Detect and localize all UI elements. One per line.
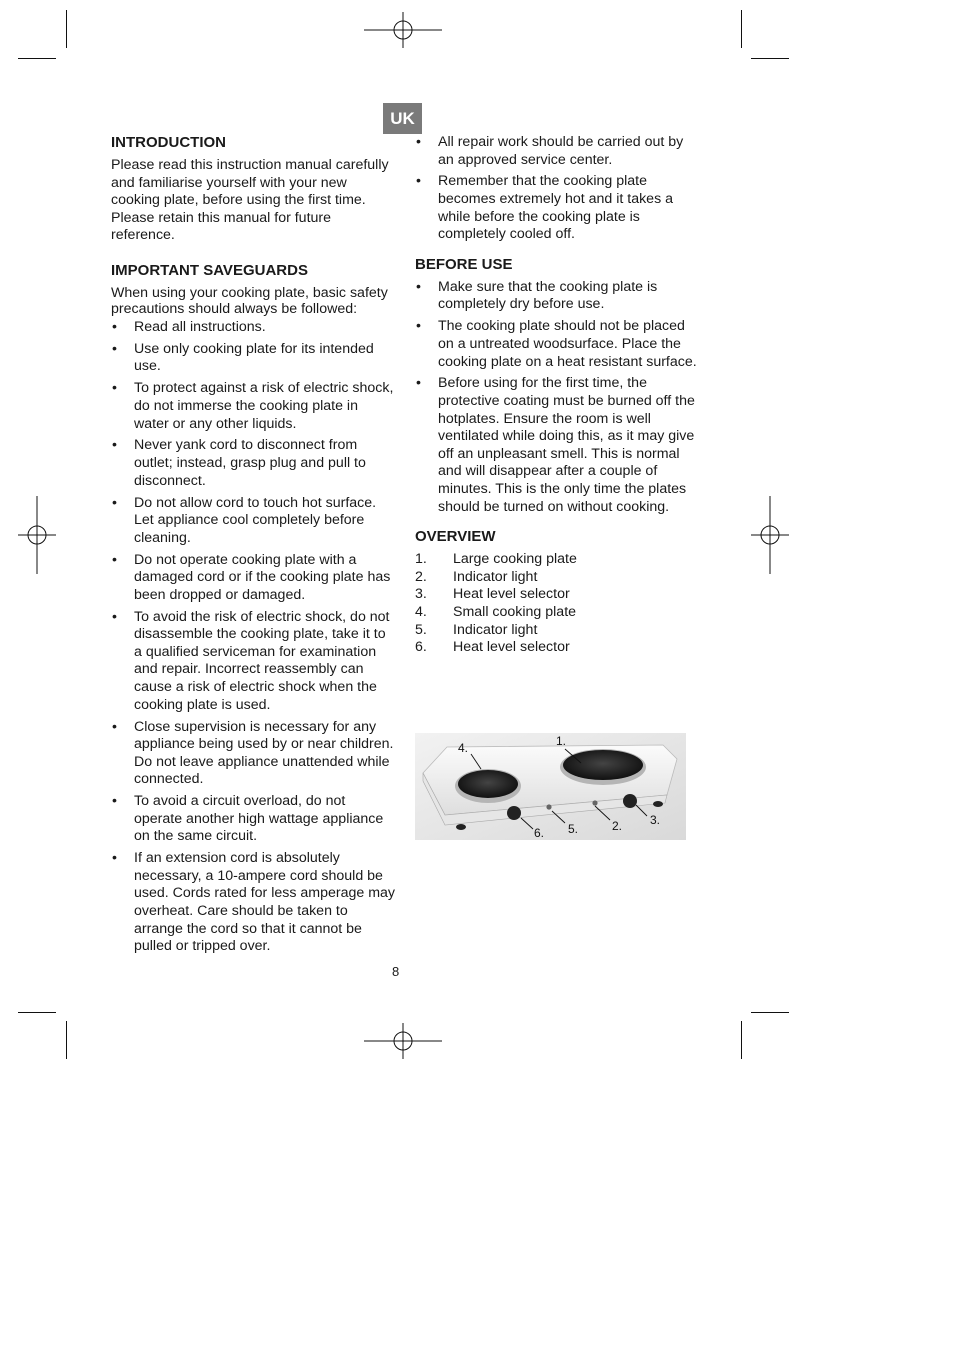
safeguards-list	[111, 319, 396, 956]
crop-mark-tr-v	[741, 10, 742, 48]
list-item: • Read all instructions.	[111, 319, 396, 337]
right-column	[415, 134, 700, 657]
list-item: 6. Heat level selector	[415, 639, 570, 656]
large-plate-icon	[563, 750, 643, 780]
foot-icon	[653, 801, 663, 807]
list-item: 2. Indicator light	[415, 568, 538, 585]
list-item: • To avoid a circuit overload, do not operate another high wattage appliance on the same circuit.	[111, 793, 396, 846]
registration-mark-left	[18, 496, 56, 574]
callout-6: 6.	[534, 826, 545, 840]
callout-2: 2.	[612, 819, 623, 833]
safeguards-heading: IMPORTANT SAVEGUARDS	[111, 261, 308, 279]
crop-mark-tr-h	[751, 58, 789, 59]
crop-mark-br-h	[751, 1012, 789, 1013]
list-item: • If an extension cord is absolutely necessary, a 10-ampere cord should be used. Cords rated for less amperage may overheat. Care should be taken to arrange the cord so that it cannot be pulled or tripped over.	[111, 850, 396, 956]
before-use-heading: BEFORE USE	[415, 255, 513, 273]
language-badge: UK	[383, 103, 422, 134]
safeguards-list-continued	[415, 134, 700, 244]
list-item: • Use only cooking plate for its intended use.	[111, 341, 396, 376]
knob-left-icon	[507, 806, 521, 820]
cooking-plate-illustration	[415, 733, 686, 840]
knob-right-icon	[623, 794, 637, 808]
list-item: 4. Small cooking plate	[415, 603, 577, 620]
list-item: • Never yank cord to disconnect from outlet; instead, grasp plug and pull to disconnect.	[111, 437, 396, 490]
crop-mark-tl-v	[66, 10, 67, 48]
list-item: • Make sure that the cooking plate is completely dry before use.	[415, 279, 700, 314]
list-item: • Close supervision is necessary for any appliance being used by or near children. Do not leave appliance unattended while connected.	[111, 719, 396, 789]
page-number: 8	[392, 964, 400, 979]
introduction-heading: INTRODUCTION	[111, 134, 226, 151]
callout-4: 4.	[458, 741, 469, 755]
before-use-list	[415, 279, 700, 516]
list-item: • All repair work should be carried out by an approved service center.	[415, 134, 700, 169]
crop-mark-bl-h	[18, 1012, 56, 1013]
list-item: • To protect against a risk of electric shock, do not immerse the cooking plate in water or any other liquids.	[111, 380, 396, 433]
small-plate-icon	[458, 770, 518, 798]
list-item: • The cooking plate should not be placed on a untreated woodsurface. Place the cooking plate on a heat resistant surface.	[415, 318, 700, 371]
callout-5: 5.	[568, 822, 579, 836]
callout-1: 1.	[556, 734, 567, 748]
list-item: 3. Heat level selector	[415, 586, 570, 603]
list-item: • Do not operate cooking plate with a damaged cord or if the cooking plate has been dropped or damaged.	[111, 552, 396, 605]
overview-list	[415, 551, 700, 657]
registration-mark-bottom	[364, 1023, 442, 1059]
list-item: • Remember that the cooking plate becomes extremely hot and it takes a while before the cooking plate is completely cooled off.	[415, 173, 700, 243]
crop-mark-bl-v	[66, 1021, 67, 1059]
list-item: • Before using for the first time, the protective coating must be burned off the hotplates. Ensure the room is well ventilated while doing this, as it may give off an unpleasant smell. This is normal and will disappear after a couple of minutes. This is the only time the plates should be turned on without cooking.	[415, 375, 700, 516]
crop-mark-tl-h	[18, 58, 56, 59]
introduction-text: Please read this instruction manual carefully and familiarise yourself with your new cooking plate, before using the first time. Please retain this manual for future reference.	[111, 157, 389, 244]
registration-mark-right	[751, 496, 789, 574]
indicator-left-icon	[546, 804, 551, 809]
crop-mark-br-v	[741, 1021, 742, 1059]
indicator-right-icon	[592, 800, 597, 805]
foot-icon	[456, 824, 466, 830]
left-column	[111, 134, 396, 960]
list-item: 1. Large cooking plate	[415, 551, 577, 568]
overview-heading: OVERVIEW	[415, 528, 496, 546]
registration-mark-top	[364, 12, 442, 48]
list-item: 5. Indicator light	[415, 621, 538, 638]
callout-3: 3.	[650, 813, 661, 827]
list-item: • To avoid the risk of electric shock, do not disassemble the cooking plate, take it to a qualified serviceman for examination and repair. Incorrect reassembly can cause a risk of electric shock when the cooking plate is used.	[111, 609, 396, 715]
list-item: • Do not allow cord to touch hot surface. Let appliance cool completely before cleaning.	[111, 495, 396, 548]
safeguards-intro: When using your cooking plate, basic safety precautions should always be followed:	[111, 284, 388, 318]
